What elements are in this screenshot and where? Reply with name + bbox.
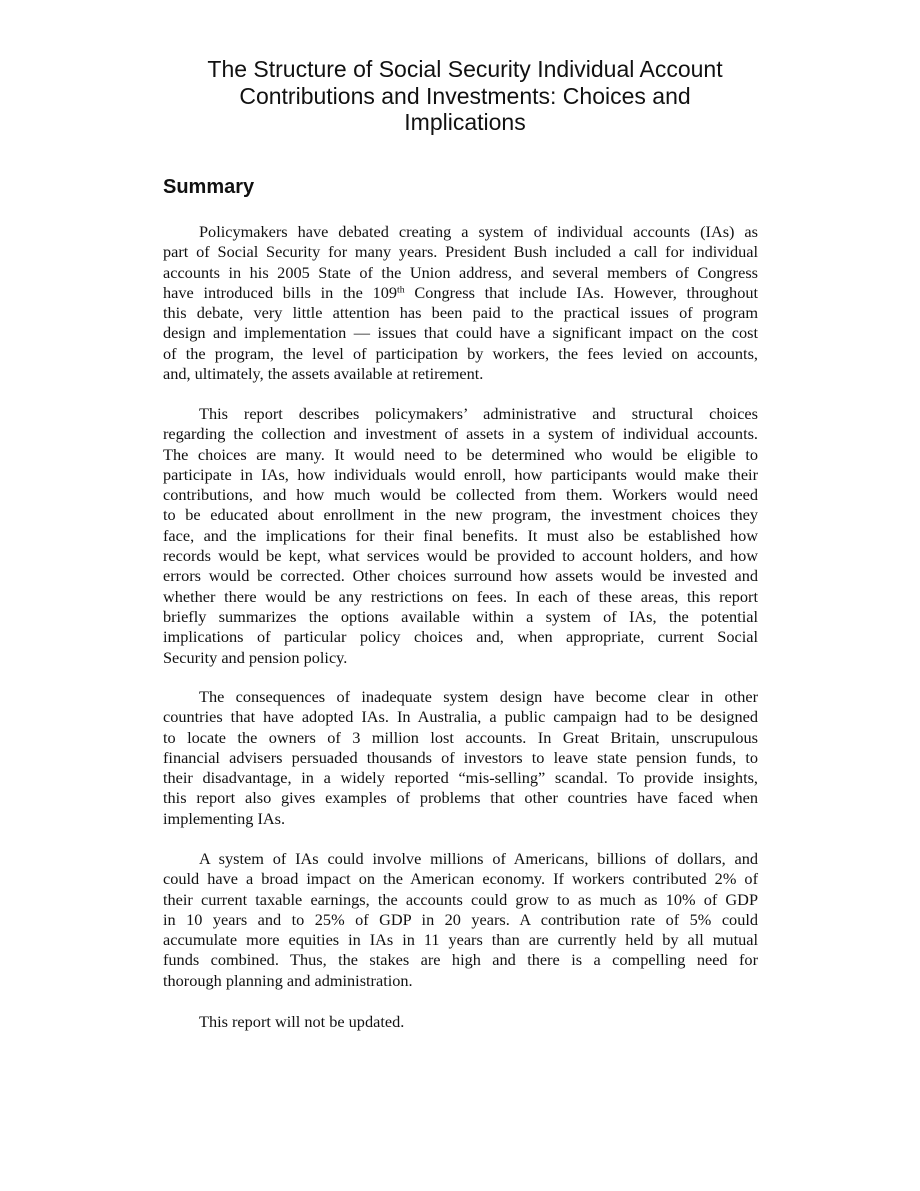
- text-line: Policymakers have debated creating a system of individual accounts (IAs) as: [199, 222, 758, 241]
- text-line: financial advisers persuaded thousands of investors to leave state pension funds, to: [163, 747, 758, 767]
- text-line: briefly summarizes the options available within a system of IAs, the potential: [163, 606, 758, 626]
- text-line: thorough planning and administration.: [163, 970, 413, 990]
- text-line: part of Social Security for many years. President Bush included a call for individual: [163, 242, 758, 262]
- text-line: Security and pension policy.: [163, 647, 348, 667]
- text-line: whether there would be any restrictions on fees. In each of these areas, this report: [163, 586, 758, 606]
- text-line: contributions, and how much would be collected from them. Workers would need: [163, 485, 758, 505]
- title-line: The Structure of Social Security Individual Account: [207, 56, 723, 82]
- text-line: face, and the implications for their final benefits. It must also be established how: [163, 525, 758, 545]
- summary-paragraph-2: [163, 404, 758, 668]
- text-line: of the program, the level of participation by workers, the fees levied on accounts,: [163, 343, 758, 363]
- text-line: errors would be corrected. Other choices surround how assets would be invested and: [163, 566, 758, 586]
- text-line: The consequences of inadequate system design have become clear in other: [199, 687, 758, 706]
- text-line: countries that have adopted IAs. In Australia, a public campaign had to be designed: [163, 707, 758, 727]
- text-line: their current taxable earnings, the accounts could grow to as much as 10% of GDP: [163, 889, 758, 909]
- text-line: accounts in his 2005 State of the Union address, and several members of Congress: [163, 262, 758, 282]
- text-line: accumulate more equities in IAs in 11 years than are currently held by all mutual: [163, 930, 758, 950]
- text-line: their disadvantage, in a widely reported “mis-selling” scandal. To provide insights,: [163, 768, 758, 788]
- title-line: Implications: [404, 109, 526, 135]
- text-line: A system of IAs could involve millions of Americans, billions of dollars, and: [199, 849, 758, 868]
- text-line: This report describes policymakers’ administrative and structural choices: [199, 404, 758, 423]
- text-line: implications of particular policy choices and, when appropriate, current Social: [163, 627, 758, 647]
- text-line: in 10 years and to 25% of GDP in 20 years. A contribution rate of 5% could: [163, 909, 758, 929]
- summary-heading: Summary: [163, 176, 255, 198]
- text-line: participate in IAs, how individuals would enroll, how participants would make their: [163, 464, 758, 484]
- text-segment: have introduced bills in the 109: [163, 282, 397, 302]
- summary-paragraph-5: [163, 1012, 758, 1032]
- text-line: records would be kept, what services would be provided to account holders, and how: [163, 546, 758, 566]
- summary-paragraph-4: [163, 849, 758, 991]
- title-line: Contributions and Investments: Choices and: [239, 82, 691, 109]
- text-line: The choices are many. It would need to be determined who would be eligible to: [163, 444, 758, 464]
- ordinal-superscript: th: [397, 284, 405, 296]
- text-line: this report also gives examples of problems that other countries have faced when: [163, 788, 758, 808]
- summary-paragraph-1: [163, 222, 758, 384]
- text-line: to be educated about enrollment in the new program, the investment choices they: [163, 505, 758, 525]
- text-line: and, ultimately, the assets available at retirement.: [163, 364, 484, 384]
- text-line: This report will not be updated.: [199, 1012, 405, 1031]
- summary-paragraph-3: [163, 687, 758, 829]
- report-title: [150, 56, 780, 136]
- text-line: could have a broad impact on the American economy. If workers contributed 2% of: [163, 869, 758, 889]
- text-line: design and implementation — issues that could have a significant impact on the cost: [163, 323, 758, 343]
- text-segment: Congress that include IAs. However, throughout: [404, 282, 759, 302]
- text-line-with-superscript: [163, 283, 758, 303]
- text-line: implementing IAs.: [163, 808, 286, 828]
- text-line: this debate, very little attention has been paid to the practical issues of program: [163, 303, 758, 323]
- text-line: regarding the collection and investment of assets in a system of individual accounts.: [163, 424, 758, 444]
- text-line: funds combined. Thus, the stakes are high and there is a compelling need for: [163, 950, 758, 970]
- text-line: to locate the owners of 3 million lost accounts. In Great Britain, unscrupulous: [163, 727, 758, 747]
